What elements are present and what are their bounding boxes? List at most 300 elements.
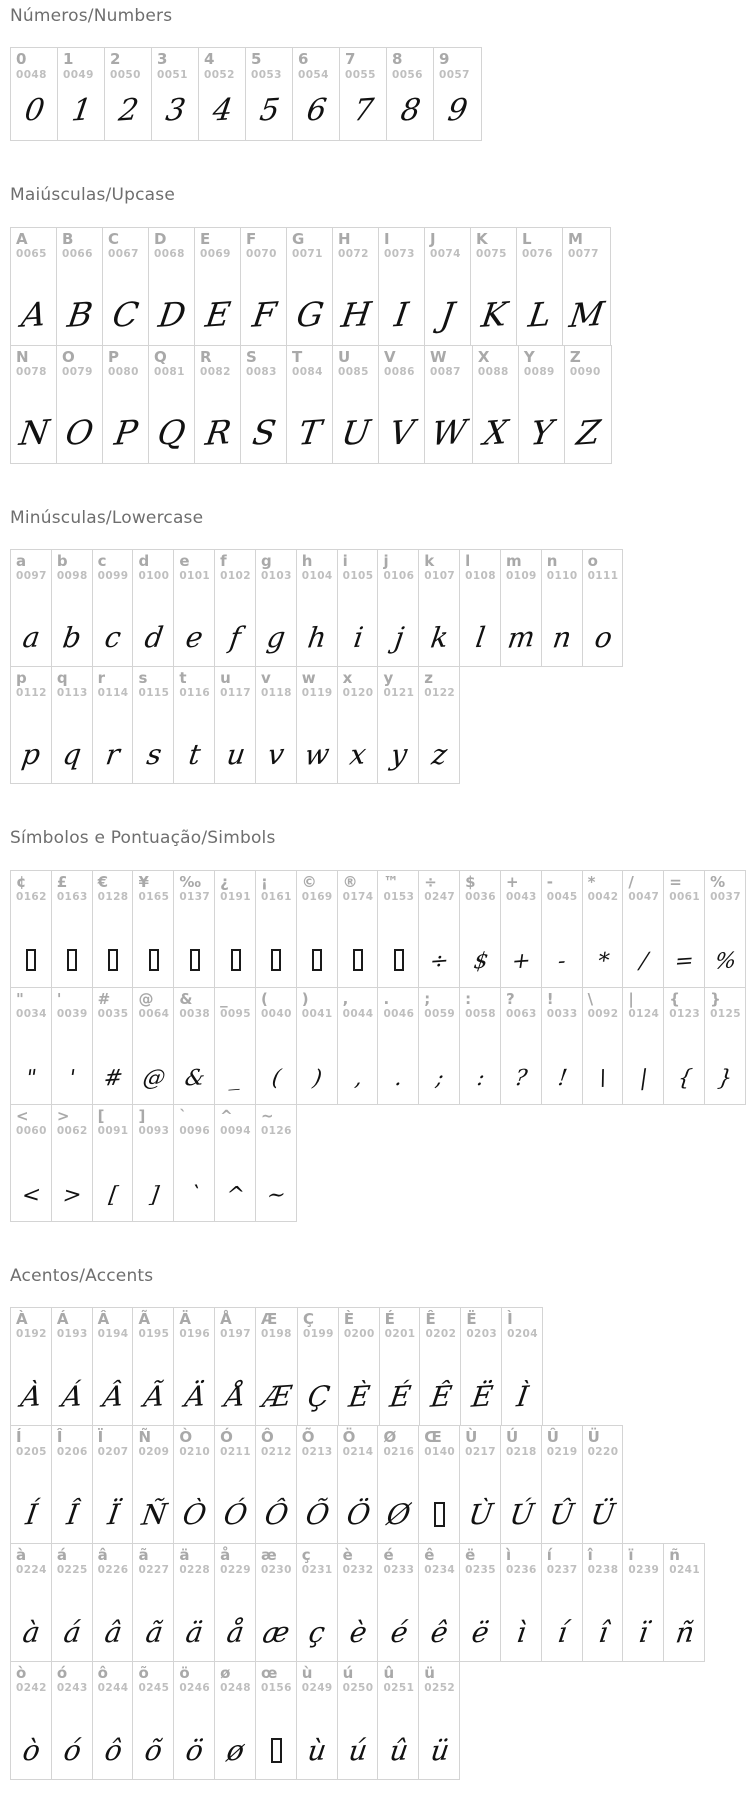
charmap-root	[10, 6, 741, 1780]
glyph-text: )	[311, 1065, 324, 1091]
char-glyph	[343, 1460, 374, 1535]
char-label: d	[138, 552, 150, 571]
char-code: 0079	[62, 366, 93, 379]
char-cell	[298, 1308, 339, 1425]
char-label: Ü	[587, 1427, 600, 1446]
char-cell	[215, 1662, 256, 1779]
char-cell	[52, 1544, 93, 1661]
char-cell	[623, 1544, 664, 1661]
char-code: 0211	[220, 1446, 251, 1459]
glyph-text: o	[592, 620, 614, 655]
char-code: 0109	[505, 570, 537, 583]
char-glyph	[383, 584, 414, 658]
char-code: 0076	[522, 248, 553, 261]
char-glyph	[628, 904, 659, 978]
glyph-text: ì	[514, 1615, 529, 1650]
glyph-text: Ä	[182, 1379, 208, 1414]
char-label: é	[383, 1545, 394, 1564]
char-glyph	[157, 82, 194, 132]
char-cell	[133, 667, 174, 783]
char-code: 0071	[292, 248, 323, 261]
char-glyph	[506, 584, 537, 658]
char-label: N	[16, 347, 29, 366]
char-cell	[623, 871, 664, 987]
char-cell	[623, 988, 664, 1104]
char-label: -	[546, 872, 553, 891]
missing-glyph	[261, 1696, 292, 1771]
char-code: 0248	[220, 1682, 251, 1695]
char-glyph	[138, 1021, 169, 1095]
glyph-text: 5	[257, 92, 282, 130]
char-label: /	[628, 872, 634, 891]
char-cell	[133, 1544, 174, 1661]
char-label: <	[16, 1106, 29, 1125]
char-code: 0236	[505, 1564, 537, 1577]
char-label: í	[546, 1545, 552, 1564]
char-code: 0063	[505, 1007, 537, 1020]
char-code: 0196	[179, 1328, 211, 1341]
glyph-text: P	[111, 412, 141, 453]
char-glyph	[261, 1021, 292, 1095]
char-glyph	[343, 1021, 374, 1095]
char-cell	[11, 48, 58, 140]
char-cell	[256, 1662, 297, 1779]
char-label: h	[301, 552, 313, 571]
char-code: 0201	[384, 1328, 416, 1341]
missing-glyph-box	[271, 1738, 282, 1763]
char-label: 4	[204, 50, 215, 69]
char-label: Î	[56, 1427, 63, 1446]
glyph-text: Ñ	[139, 1497, 169, 1532]
glyph-text: ë	[469, 1615, 492, 1650]
glyph-text: X	[481, 412, 511, 453]
char-code: 0161	[260, 890, 292, 903]
char-label: W	[430, 347, 447, 366]
char-code: 0081	[154, 366, 185, 379]
char-label: o	[587, 552, 598, 571]
char-code: 0232	[342, 1564, 374, 1577]
char-code: 0088	[477, 366, 509, 379]
char-code: 0199	[303, 1328, 334, 1341]
glyph-text: å	[224, 1615, 247, 1650]
char-glyph	[710, 904, 741, 978]
char-label: &	[179, 989, 193, 1008]
glyph-text: '	[67, 1065, 78, 1091]
char-cell	[473, 346, 519, 463]
char-code: 0140	[424, 1446, 456, 1459]
glyph-text: p	[20, 737, 43, 772]
char-code: 0074	[430, 248, 461, 261]
char-label: K	[476, 229, 488, 248]
char-glyph	[476, 262, 512, 337]
glyph-text: R	[202, 411, 234, 453]
char-glyph	[179, 1138, 210, 1212]
char-label: @	[138, 989, 154, 1008]
glyph-text: K	[478, 293, 510, 335]
char-cell	[419, 871, 460, 987]
char-glyph	[384, 262, 420, 337]
char-label: Ê	[425, 1309, 436, 1328]
char-glyph	[200, 380, 236, 455]
char-cell	[195, 228, 241, 345]
char-label: Á	[56, 1309, 69, 1328]
glyph-text: s	[144, 737, 164, 772]
char-cell	[583, 550, 623, 666]
char-glyph	[506, 904, 537, 978]
char-label: Õ	[301, 1427, 315, 1446]
char-cell	[93, 667, 134, 783]
char-glyph	[138, 1138, 169, 1212]
char-glyph	[57, 1138, 88, 1212]
missing-glyph-box	[434, 1502, 445, 1527]
char-label: Ö	[342, 1427, 356, 1446]
char-cell	[664, 871, 705, 987]
char-label: â	[97, 1545, 108, 1564]
char-code: 0096	[179, 1124, 211, 1137]
glyph-text: f	[228, 620, 244, 655]
glyph-text: F	[249, 294, 279, 335]
char-cell	[11, 988, 52, 1104]
char-label: q	[56, 669, 68, 688]
char-label: Û	[546, 1427, 559, 1446]
char-cell	[379, 346, 425, 463]
char-cell	[93, 1544, 134, 1661]
char-label: 3	[157, 50, 168, 69]
missing-glyph-box	[353, 949, 363, 971]
char-cell	[11, 1105, 52, 1221]
char-glyph	[302, 1460, 333, 1535]
char-cell	[256, 871, 297, 987]
char-code: 0219	[546, 1446, 578, 1459]
char-label: 9	[439, 50, 450, 69]
char-code: 0220	[587, 1446, 619, 1459]
char-code: 0035	[97, 1007, 129, 1020]
char-cell	[256, 1426, 297, 1543]
char-label: ê	[424, 1545, 435, 1564]
char-glyph	[425, 1342, 456, 1417]
char-cell	[542, 550, 583, 666]
missing-glyph	[98, 904, 129, 978]
missing-glyph-box	[108, 949, 118, 971]
char-code: 0091	[97, 1124, 129, 1137]
char-code: 0193	[56, 1328, 88, 1341]
char-glyph	[16, 701, 47, 775]
char-code: 0212	[260, 1446, 292, 1459]
char-cell	[133, 1662, 174, 1779]
char-code: 0123	[669, 1007, 701, 1020]
char-code: 0106	[383, 570, 415, 583]
char-glyph	[430, 380, 468, 455]
char-cell	[52, 1308, 93, 1425]
glyph-text: N	[16, 411, 52, 453]
char-glyph	[108, 380, 144, 455]
char-cell	[471, 228, 517, 345]
char-cell	[501, 871, 542, 987]
char-glyph	[384, 380, 420, 455]
glyph-text: ò	[20, 1733, 43, 1768]
glyph-text: û	[387, 1733, 411, 1768]
char-glyph	[16, 262, 52, 337]
char-glyph	[383, 1021, 414, 1095]
char-code: 0242	[16, 1682, 47, 1695]
char-code: 0245	[138, 1682, 170, 1695]
char-glyph	[57, 1021, 88, 1095]
char-cell	[52, 1105, 93, 1221]
char-glyph	[220, 584, 251, 658]
char-label: Ø	[383, 1427, 397, 1446]
glyph-text: Í	[23, 1497, 40, 1532]
char-code: 0040	[260, 1007, 292, 1020]
missing-glyph-box	[149, 949, 159, 971]
char-label: ?	[505, 989, 515, 1008]
char-glyph	[430, 262, 466, 337]
char-label: '	[56, 989, 62, 1008]
charmap-row	[10, 987, 746, 1105]
glyph-text: î	[596, 1615, 610, 1650]
char-code: 0101	[179, 570, 211, 583]
glyph-text: c	[102, 620, 124, 655]
char-label: V	[384, 347, 396, 366]
char-code: 0207	[97, 1446, 129, 1459]
glyph-text: =	[673, 947, 696, 975]
char-glyph	[302, 1696, 333, 1771]
glyph-text: E	[203, 293, 233, 335]
char-label: R	[200, 347, 212, 366]
char-glyph	[16, 82, 53, 132]
char-label: =	[669, 872, 682, 891]
glyph-text: @	[141, 1064, 167, 1092]
char-code: 0064	[138, 1007, 170, 1020]
glyph-text: ï	[637, 1615, 651, 1650]
char-code: 0247	[424, 890, 456, 903]
char-label: e	[179, 552, 190, 571]
glyph-text: Ó	[221, 1497, 250, 1532]
char-glyph	[710, 1021, 741, 1095]
char-label: à	[16, 1545, 27, 1564]
char-label: Ñ	[138, 1427, 152, 1446]
char-glyph	[547, 1021, 578, 1095]
char-label: 8	[392, 50, 403, 69]
missing-glyph-box	[67, 949, 77, 971]
char-glyph	[547, 584, 578, 658]
char-code: 0054	[298, 68, 329, 81]
char-code: 0198	[260, 1328, 292, 1341]
char-cell	[256, 550, 297, 666]
char-glyph	[98, 1578, 129, 1653]
char-glyph	[506, 1021, 537, 1095]
glyph-text: l	[473, 620, 488, 655]
char-label: O	[62, 347, 75, 366]
glyph-text: É	[387, 1379, 413, 1414]
char-code: 0216	[383, 1446, 415, 1459]
char-label: Ú	[505, 1427, 519, 1446]
char-cell	[460, 550, 501, 666]
glyph-text: q	[60, 737, 84, 772]
char-label: £	[56, 872, 68, 891]
char-glyph	[261, 584, 292, 658]
glyph-text: ö	[183, 1733, 206, 1768]
char-label: B	[62, 229, 74, 248]
char-cell	[93, 1426, 134, 1543]
char-label: 7	[345, 50, 356, 69]
char-glyph	[465, 1578, 496, 1653]
char-glyph	[220, 1138, 251, 1212]
glyph-text: 8	[398, 92, 423, 130]
char-glyph	[292, 380, 328, 455]
char-cell	[378, 1426, 419, 1543]
char-glyph	[179, 1021, 210, 1095]
char-code: 0048	[16, 68, 47, 81]
char-label: p	[16, 669, 27, 688]
char-glyph	[465, 1021, 496, 1095]
char-cell	[519, 346, 565, 463]
char-label: n	[546, 552, 558, 571]
char-code: 0069	[200, 248, 231, 261]
char-label: Å	[220, 1309, 232, 1328]
glyph-text: ü	[428, 1733, 452, 1768]
char-code: 0125	[710, 1007, 741, 1020]
char-code: 0249	[301, 1682, 333, 1695]
missing-glyph	[424, 1460, 455, 1535]
char-cell	[378, 550, 419, 666]
char-code: 0051	[157, 68, 188, 81]
char-code: 0111	[587, 570, 619, 583]
char-glyph	[16, 1696, 47, 1771]
char-glyph	[669, 1578, 700, 1653]
char-glyph	[302, 1021, 333, 1095]
glyph-text: Ï	[105, 1497, 122, 1532]
char-glyph	[179, 701, 210, 775]
glyph-text: D	[155, 293, 189, 335]
char-label: _	[220, 989, 228, 1008]
char-glyph	[506, 1460, 537, 1535]
glyph-text: é	[388, 1615, 410, 1650]
glyph-text: V	[387, 411, 417, 453]
char-code: 0075	[476, 248, 507, 261]
char-code: 0237	[546, 1564, 578, 1577]
char-cell	[174, 1662, 215, 1779]
char-cell	[542, 1544, 583, 1661]
char-label: Ã	[138, 1309, 151, 1328]
char-glyph	[57, 1342, 88, 1417]
char-cell	[256, 1544, 297, 1661]
char-label: G	[292, 229, 305, 248]
char-label: ù	[301, 1663, 313, 1682]
char-code: 0234	[424, 1564, 456, 1577]
char-code: 0206	[56, 1446, 88, 1459]
char-cell	[52, 871, 93, 987]
glyph-text: .	[393, 1065, 405, 1091]
char-cell	[378, 871, 419, 987]
char-code: 0231	[301, 1564, 333, 1577]
charmap-row	[10, 47, 482, 141]
char-glyph	[466, 1342, 497, 1417]
char-glyph	[424, 1696, 455, 1771]
char-code: 0252	[424, 1682, 456, 1695]
char-label: #	[97, 989, 111, 1008]
char-label: (	[260, 989, 268, 1008]
glyph-text: Ü	[588, 1497, 618, 1532]
glyph-text: h	[305, 620, 329, 655]
glyph-text: :	[475, 1065, 487, 1091]
glyph-text: 9	[445, 92, 471, 130]
char-glyph	[200, 262, 236, 337]
char-cell	[419, 1662, 459, 1779]
char-cell	[425, 346, 473, 463]
glyph-text: à	[20, 1615, 43, 1650]
char-code: 0046	[383, 1007, 415, 1020]
char-label: ©	[301, 872, 317, 891]
char-glyph	[220, 1578, 251, 1653]
glyph-text: J	[438, 294, 458, 335]
char-cell	[378, 1544, 419, 1661]
char-cell	[133, 1105, 174, 1221]
glyph-text: I	[392, 294, 412, 335]
char-code: 0084	[292, 366, 323, 379]
char-code: 0034	[16, 1007, 47, 1020]
glyph-text: G	[293, 293, 327, 335]
glyph-text: ;	[434, 1065, 446, 1091]
char-glyph	[57, 701, 88, 775]
char-label: Â	[97, 1309, 110, 1328]
char-glyph	[16, 1578, 47, 1653]
glyph-text: ñ	[673, 1615, 697, 1650]
char-glyph	[302, 701, 333, 775]
char-label: P	[108, 347, 119, 366]
char-label: f	[220, 552, 227, 571]
char-code: 0224	[16, 1564, 47, 1577]
char-code: 0105	[342, 570, 374, 583]
char-glyph	[588, 1021, 619, 1095]
glyph-text: g	[265, 620, 288, 655]
char-glyph	[179, 1460, 210, 1535]
glyph-text: y	[388, 737, 410, 772]
char-cell	[215, 667, 256, 783]
char-code: 0045	[546, 890, 578, 903]
char-label: á	[56, 1545, 67, 1564]
char-label: Y	[523, 347, 535, 366]
char-cell	[133, 1308, 174, 1425]
char-code: 0118	[260, 687, 292, 700]
glyph-text: â	[102, 1615, 124, 1650]
char-label: k	[424, 552, 435, 571]
char-glyph	[138, 1578, 169, 1653]
char-glyph	[478, 380, 514, 455]
section-title: Minúsculas/Lowercase	[10, 507, 204, 528]
glyph-text: `	[187, 1182, 203, 1208]
char-code: 0200	[343, 1328, 375, 1341]
char-glyph	[98, 1138, 129, 1212]
missing-glyph	[302, 904, 333, 978]
char-cell	[174, 1105, 215, 1221]
char-glyph	[251, 82, 288, 132]
char-label: ò	[16, 1663, 27, 1682]
char-code: 0104	[301, 570, 333, 583]
glyph-text: H	[338, 293, 374, 335]
char-label: ø	[220, 1663, 231, 1682]
char-glyph	[220, 701, 251, 775]
char-cell	[287, 346, 333, 463]
glyph-text: j	[392, 620, 406, 655]
char-code: 0093	[138, 1124, 170, 1137]
char-cell	[425, 228, 471, 345]
char-label: ^	[220, 1106, 233, 1125]
glyph-text: C	[110, 293, 142, 335]
char-glyph	[344, 1342, 375, 1417]
glyph-text: Â	[100, 1379, 126, 1414]
char-label: \	[587, 989, 594, 1008]
char-glyph	[338, 380, 374, 455]
